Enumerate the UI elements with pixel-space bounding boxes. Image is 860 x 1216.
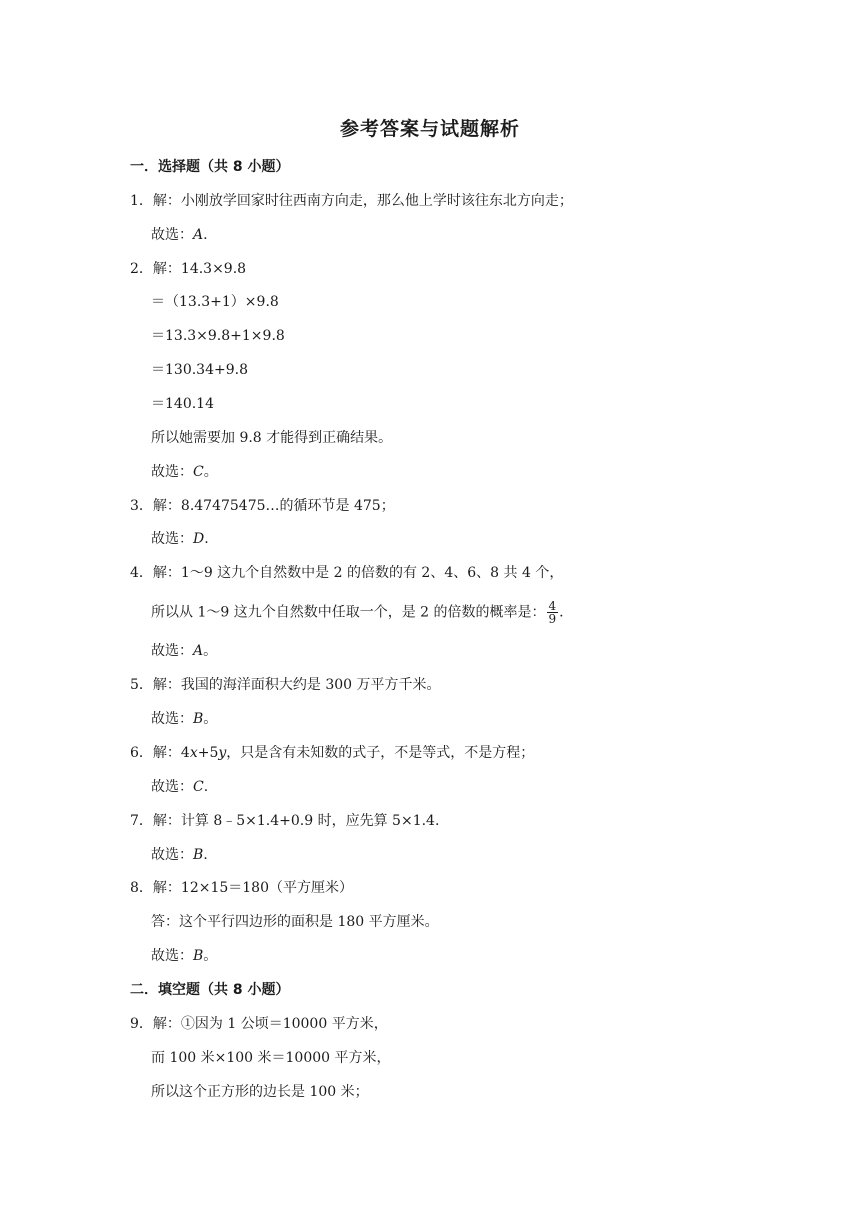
q1-solution: 1．解：小刚放学回家时往西南方向走，那么他上学时该往东北方向走； <box>130 193 573 209</box>
q8-solution-line2: 答：这个平行四边形的面积是 180 平方厘米。 <box>151 914 439 930</box>
answer-letter: A <box>193 227 204 243</box>
answer-suffix: . <box>204 531 209 547</box>
answer-letter: C <box>193 464 204 480</box>
section-heading-choice: 一．选择题（共 8 小题） <box>130 159 290 175</box>
answer-suffix: . <box>203 227 208 243</box>
q2-solution-line4: ＝130.34+9.8 <box>151 362 248 378</box>
answer-letter: B <box>193 847 204 863</box>
answer-prefix: 故选： <box>151 227 193 243</box>
q6-solution <box>130 743 534 763</box>
answer-prefix: 故选： <box>151 464 193 480</box>
answer-prefix: 故选： <box>151 643 193 659</box>
q8-answer <box>151 946 217 966</box>
q9-solution-line3: 所以这个正方形的边长是 100 米； <box>151 1084 369 1100</box>
q6-rest: ，只是含有未知数的式子，不是等式，不是方程； <box>226 745 535 761</box>
answer-suffix: . <box>203 847 208 863</box>
q1-answer <box>151 225 208 245</box>
q4-solution-line1: 4．解：1～9 这九个自然数中是 2 的倍数的有 2、4、6、8 共 4 个， <box>130 565 564 581</box>
fraction-numerator: 4 <box>548 599 557 613</box>
q9-solution-line2: 而 100 米×100 米＝10000 平方米， <box>151 1050 391 1066</box>
q4-solution-line2 <box>151 600 564 625</box>
q9-solution-line1: 9．解：①因为 1 公顷＝10000 平方米， <box>130 1016 388 1032</box>
answer-suffix: 。 <box>203 711 218 727</box>
q2-solution-line1: 2．解：14.3×9.8 <box>130 261 247 277</box>
answer-suffix: 。 <box>203 464 218 480</box>
q2-solution-line3: ＝13.3×9.8+1×9.8 <box>151 328 285 344</box>
q2-solution-line6: 所以她需要加 9.8 才能得到正确结果。 <box>151 430 393 446</box>
q5-answer <box>151 709 217 729</box>
q3-answer <box>151 529 209 549</box>
variable-x: x <box>189 745 198 761</box>
q7-solution: 7．解：计算 8﹣5×1.4+0.9 时，应先算 5×1.4. <box>130 813 440 829</box>
answer-suffix: 。 <box>203 948 218 964</box>
variable-y: y <box>218 745 227 761</box>
fraction-four-ninths <box>547 600 559 625</box>
section-heading-fill: 二．填空题（共 8 小题） <box>130 982 290 998</box>
q2-solution-line5: ＝140.14 <box>151 396 214 412</box>
answer-letter: B <box>193 948 204 964</box>
q8-solution-line1: 8．解：12×15＝180（平方厘米） <box>130 880 353 896</box>
q6-answer <box>151 777 208 797</box>
answer-prefix: 故选： <box>151 531 193 547</box>
q4-line2-end: . <box>559 604 564 621</box>
q6-plus: +5 <box>197 745 219 761</box>
q2-answer <box>151 462 218 482</box>
page-title: 参考答案与试题解析 <box>339 118 520 140</box>
q5-solution: 5．解：我国的海洋面积大约是 300 万平方千米。 <box>130 677 441 693</box>
q3-solution: 3．解：8.47475475…的循环节是 475； <box>130 498 395 514</box>
answer-prefix: 故选： <box>151 711 193 727</box>
q4-answer <box>151 641 217 661</box>
answer-letter: C <box>193 779 204 795</box>
answer-suffix: . <box>203 779 209 795</box>
q6-pre: 6．解：4 <box>130 745 190 761</box>
answer-letter: D <box>193 531 205 547</box>
q4-line2-text: 所以从 1～9 这九个自然数中任取一个，是 2 的倍数的概率是： <box>151 604 546 621</box>
q2-solution-line2: ＝（13.3+1）×9.8 <box>151 294 279 310</box>
q7-answer <box>151 845 208 865</box>
answer-suffix: 。 <box>203 643 218 659</box>
answer-letter: A <box>193 643 204 659</box>
answer-prefix: 故选： <box>151 779 193 795</box>
fraction-denominator: 9 <box>548 612 557 626</box>
answer-prefix: 故选： <box>151 847 193 863</box>
answer-letter: B <box>193 711 204 727</box>
answer-prefix: 故选： <box>151 948 193 964</box>
